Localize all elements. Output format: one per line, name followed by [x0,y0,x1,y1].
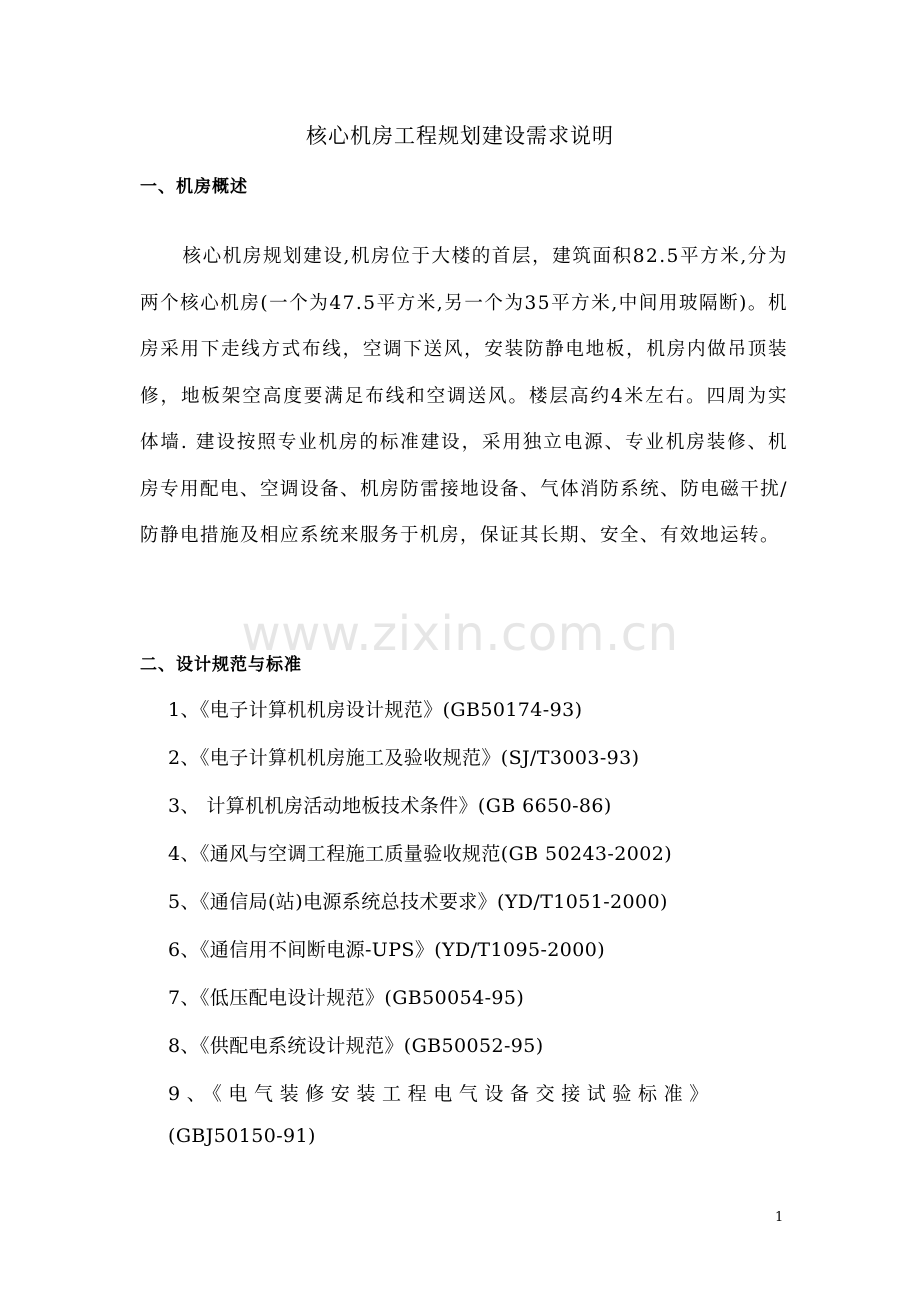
document-title: 核心机房工程规划建设需求说明 [306,124,614,148]
overview-paragraph: 核心机房规划建设,机房位于大楼的首层，建筑面积82.5平方米,分为两个核心机房(一个为47.5平方米,另一个为35平方米,中间用玻隔断)。机房采用下走线方式布线，空调下送风，安装防静电地板，机房内做吊顶装修，地板架空高度要满足布线和空调送风。楼层高约4米左右。四周为实体墙. 建设按照专业机房的标准建设，采用独立电源、专业机房装修、机房专用配电、空调设备、机房防雷接地设备、气体消防系统、防电磁干扰/防静电措施及相应系统来服务于机房，保证其长期、安全、有效地运转。 [140,246,788,546]
standards-list-item: 4、《通风与空调工程施工质量验收规范(GB 50243-2002) [168,843,673,865]
standards-list-item: 8、《供配电系统设计规范》(GB50052-95) [168,1035,544,1057]
section-heading-overview: 一、机房概述 [140,177,248,197]
standards-list-item: 1、《电子计算机机房设计规范》(GB50174-93) [168,699,583,721]
standards-item-9-continuation: (GBJ50150-91) [168,1125,316,1147]
section-heading-standards: 二、设计规范与标准 [140,655,302,675]
standards-list-item: 6、《通信用不间断电源-UPS》(YD/T1095-2000) [168,939,606,961]
standards-list-item: 7、《低压配电设计规范》(GB50054-95) [168,987,525,1009]
watermark: www.zixin.com.cn [241,606,679,662]
standards-list [168,690,788,1122]
standards-list-item: 2、《电子计算机机房施工及验收规范》(SJ/T3003-93) [168,747,640,769]
standards-list-item: 3、 计算机机房活动地板技术条件》(GB 6650-86) [168,795,612,817]
standards-list-item: 9、《电气装修安装工程电气设备交接试验标准》 [168,1083,715,1105]
page-number: 1 [775,1210,784,1225]
standards-list-item: 5、《通信局(站)电源系统总技术要求》(YD/T1051-2000) [168,891,668,913]
